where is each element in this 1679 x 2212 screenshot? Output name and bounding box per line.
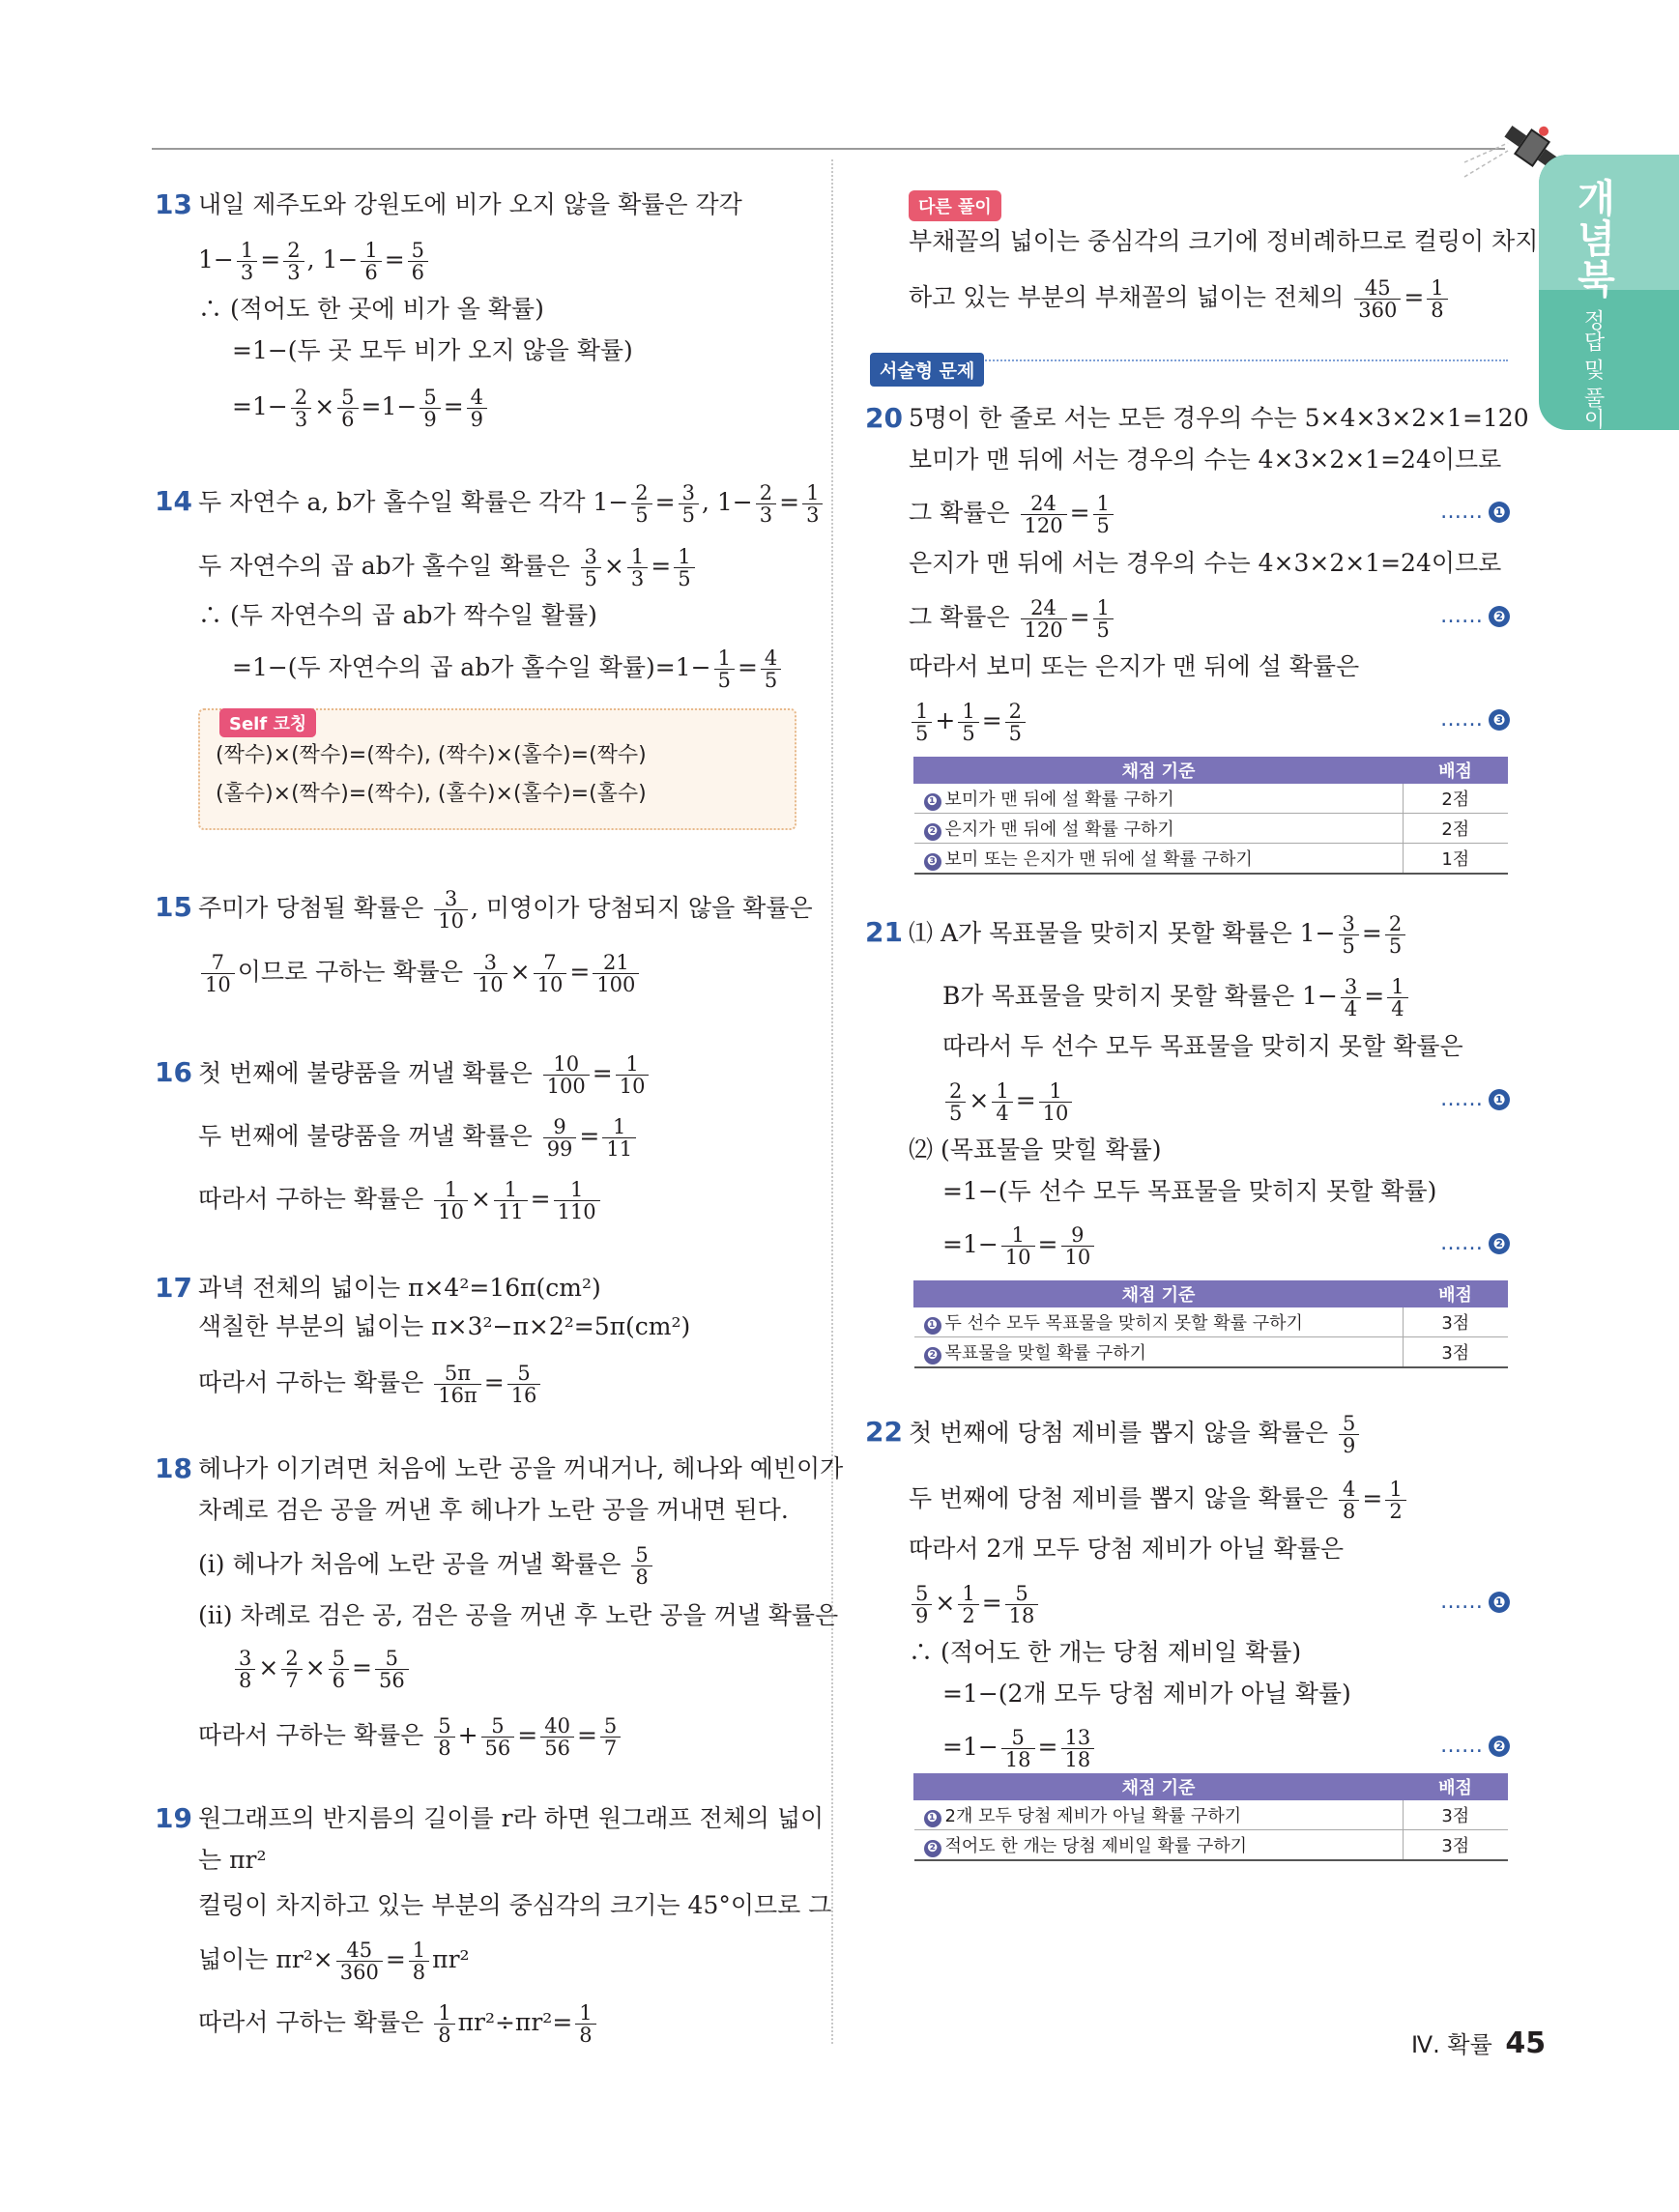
p20-line1: 5명이 한 줄로 서는 모든 경우의 수는 5×4×3×2×1=120	[909, 404, 1529, 432]
p19-line1: 원그래프의 반지름의 길이를 r라 하면 원그래프 전체의 넓이	[198, 1804, 825, 1832]
step-marker: …… ❶	[1440, 493, 1510, 531]
table-row: ❷ 적어도 한 개는 당첨 제비일 확률 구하기 3점	[914, 1830, 1508, 1861]
top-rule	[152, 148, 1505, 150]
table-row: ❶ 보미가 맨 뒤에 설 확률 구하기 2점	[914, 784, 1508, 814]
problem-number: 22	[865, 1416, 903, 1448]
self-coaching-tag: Self 코칭	[219, 708, 316, 737]
scoring-table: 채점 기준 배점 ❶ 2개 모두 당첨 제비가 아닐 확률 구하기 3점 ❷ 적어도 한 개는 당첨 제비일 확률 구하기 3점	[913, 1773, 1508, 1861]
p20-line7: $\frac{1}{5}$ + $\frac{1}{5}$ = $\frac{2}{5}$	[909, 701, 1028, 744]
scoring-table: 채점 기준 배점 ❶ 보미가 맨 뒤에 설 확률 구하기 2점 ❷ 은지가 맨 뒤에 설 확률 구하기 2점 ❸ 보미 또는 은지가 맨 뒤에 설 확률 구하기 1점	[913, 757, 1508, 875]
table-row: ❶ 두 선수 모두 목표물을 맞히지 못할 확률 구하기 3점	[914, 1307, 1508, 1337]
p20-line5: 그 확률은 $\frac{24}{120}$ = $\frac{1}{5}$	[909, 597, 1116, 641]
p19-line2: 는 πr²	[198, 1846, 267, 1874]
p22-line2: 두 번째에 당첨 제비를 뽑지 않을 확률은 $\frac{4}{8}$ = $\frac{1}{2}$	[909, 1479, 1409, 1522]
p18-line6: 따라서 구하는 확률은 $\frac{5}{8}$ + $\frac{5}{56}$ = $\frac{40}{56}$ = $\frac{5}{7}$	[198, 1715, 623, 1759]
p20-line4: 은지가 맨 뒤에 서는 경우의 수는 4×3×2×1=24이므로	[909, 549, 1502, 577]
p15-line2: $\frac{7}{10}$ 이므로 구하는 확률은 $\frac{3}{10}$ × $\frac{7}{10}$ = $\frac{21}{100}$	[198, 952, 642, 995]
p21-line5: ⑵ (목표물을 맞힐 확률)	[909, 1135, 1162, 1163]
p14-line4: =1−(두 자연수의 곱 ab가 홀수일 확률)=1− $\frac{1}{5}$ = $\frac{4}{5}$	[232, 647, 784, 691]
alt-line2: 하고 있는 부분의 부채꼴의 넓이는 전체의 $\frac{45}{360}$ = $\frac{1}{8}$	[909, 277, 1451, 321]
p18-line1: 헤나가 이기려면 처음에 노란 공을 꺼내거나, 헤나와 예빈이가	[198, 1454, 844, 1482]
scoring-table: 채점 기준 배점 ❶ 두 선수 모두 목표물을 맞히지 못할 확률 구하기 3점 ❷ 목표물을 맞힐 확률 구하기 3점	[913, 1280, 1508, 1368]
p19-line3: 컬링이 차지하고 있는 부분의 중심각의 크기는 45°이므로 그	[198, 1891, 832, 1919]
p13-line1: 내일 제주도와 강원도에 비가 오지 않을 확률은 각각	[198, 190, 742, 218]
alt-solution-tag: 다른 풀이	[909, 190, 1001, 221]
p15-line1: 주미가 당첨될 확률은 $\frac{3}{10}$ , 미영이가 당첨되지 않을 확률은	[198, 887, 813, 934]
p17-line3: 따라서 구하는 확률은 $\frac{5\pi}{16\pi}$ = $\frac{5}{16}$	[198, 1363, 543, 1406]
p21-line4: $\frac{2}{5}$ × $\frac{1}{4}$ = $\frac{1}{10}$	[942, 1080, 1075, 1124]
p19-line5: 따라서 구하는 확률은 $\frac{1}{8}$ πr²÷πr²= $\frac{1}{8}$	[198, 2002, 599, 2046]
step-marker: …… ❶	[1440, 1080, 1510, 1119]
chapter-label: Ⅳ. 확률	[1411, 2031, 1492, 2058]
p20-line6: 따라서 보미 또는 은지가 맨 뒤에 설 확률은	[909, 652, 1360, 680]
column-divider	[831, 159, 833, 2044]
p22-line4: $\frac{5}{9}$ × $\frac{1}{2}$ = $\frac{5}{18}$	[909, 1583, 1041, 1626]
p18-line3: (ⅰ) 헤나가 처음에 노란 공을 꺼낼 확률은 $\frac{5}{8}$	[198, 1544, 655, 1588]
p18-line5: $\frac{3}{8}$ × $\frac{2}{7}$ × $\frac{5}{6}$ = $\frac{5}{56}$	[232, 1648, 412, 1691]
p13-line4: =1−(두 곳 모두 비가 오지 않을 확률)	[232, 336, 633, 364]
coach-line2: (홀수)×(짝수)=(짝수), (홀수)×(홀수)=(홀수)	[216, 782, 647, 806]
p18-line4: (ⅱ) 차례로 검은 공, 검은 공을 꺼낸 후 노란 공을 꺼낼 확률은	[198, 1601, 839, 1629]
problem-number: 20	[865, 402, 903, 434]
p21-line6: =1−(두 선수 모두 목표물을 맞히지 못할 확률)	[942, 1177, 1437, 1205]
p14-line2: 두 자연수의 곱 ab가 홀수일 확률은 $\frac{3}{5}$ × $\frac{1}{3}$ = $\frac{1}{5}$	[198, 546, 698, 589]
p22-line3: 따라서 2개 모두 당첨 제비가 아닐 확률은	[909, 1535, 1344, 1563]
p13-line5: =1− $\frac{2}{3}$ × $\frac{5}{6}$ =1− $\frac{5}{9}$ = $\frac{4}{9}$	[232, 387, 490, 430]
problem-number: 16	[155, 1056, 192, 1088]
side-tab	[1539, 155, 1679, 430]
side-tab-subtitle: 정답 및 풀이	[1580, 309, 1605, 429]
p16-line3: 따라서 구하는 확률은 $\frac{1}{10}$ × $\frac{1}{11}$ = $\frac{1}{110}$	[198, 1179, 603, 1222]
essay-tag: 서술형 문제	[870, 353, 984, 387]
p21-line1: ⑴ A가 목표물을 맞히지 못할 확률은 1− $\frac{3}{5}$ = $\frac{2}{5}$	[909, 913, 1408, 957]
table-row: ❷ 은지가 맨 뒤에 설 확률 구하기 2점	[914, 814, 1508, 844]
table-row: ❶ 2개 모두 당첨 제비가 아닐 확률 구하기 3점	[914, 1800, 1508, 1830]
step-marker: …… ❷	[1440, 1727, 1510, 1766]
p22-line7: =1− $\frac{5}{18}$ = $\frac{13}{18}$	[942, 1727, 1097, 1770]
step-marker: …… ❸	[1440, 701, 1510, 739]
problem-number: 21	[865, 916, 903, 948]
p18-line2: 차례로 검은 공을 꺼낸 후 헤나가 노란 공을 꺼내면 된다.	[198, 1496, 789, 1524]
p21-line7: =1− $\frac{1}{10}$ = $\frac{9}{10}$	[942, 1224, 1097, 1268]
p13-line2: 1− $\frac{1}{3}$ = $\frac{2}{3}$ , 1− $\frac{1}{6}$ = $\frac{5}{6}$	[198, 240, 431, 283]
step-marker: …… ❷	[1440, 597, 1510, 636]
problem-number: 17	[155, 1272, 192, 1304]
p14-line3: ∴ (두 자연수의 곱 ab가 짝수일 활률)	[198, 601, 597, 629]
page-number: 45	[1505, 2026, 1547, 2060]
p22-line1: 첫 번째에 당첨 제비를 뽑지 않을 확률은 $\frac{5}{9}$	[909, 1413, 1362, 1456]
p20-line3: 그 확률은 $\frac{24}{120}$ = $\frac{1}{5}$	[909, 493, 1116, 536]
p21-line3: 따라서 두 선수 모두 목표물을 맞히지 못할 확률은	[942, 1032, 1463, 1060]
step-marker: …… ❶	[1440, 1583, 1510, 1622]
p16-line1: 첫 번째에 불량품을 꺼낼 확률은 $\frac{10}{100}$ = $\frac{1}{10}$	[198, 1053, 651, 1097]
table-row: ❸ 보미 또는 은지가 맨 뒤에 설 확률 구하기 1점	[914, 844, 1508, 875]
p16-line2: 두 번째에 불량품을 꺼낼 확률은 $\frac{9}{99}$ = $\frac{1}{11}$	[198, 1116, 639, 1160]
side-tab-title: 개념북	[1571, 178, 1615, 300]
problem-number: 13	[155, 188, 192, 220]
page-footer	[1411, 2025, 1546, 2060]
p17-line2: 색칠한 부분의 넓이는 π×3²−π×2²=5π(cm²)	[198, 1312, 691, 1340]
p17-line1: 과녁 전체의 넓이는 π×4²=16π(cm²)	[198, 1274, 601, 1302]
p20-line2: 보미가 맨 뒤에 서는 경우의 수는 4×3×2×1=24이므로	[909, 445, 1502, 474]
p14-line1: 두 자연수 a, b가 홀수일 확률은 각각 1− $\frac{2}{5}$ = $\frac{3}{5}$ , 1− $\frac{2}{3}$ = $\frac{1}{3}$	[198, 482, 825, 526]
table-row: ❷ 목표물을 맞힐 확률 구하기 3점	[914, 1337, 1508, 1368]
problem-number: 18	[155, 1452, 192, 1484]
p22-line5: ∴ (적어도 한 개는 당첨 제비일 확률)	[909, 1638, 1302, 1666]
p21-line2: B가 목표물을 맞히지 못할 확률은 1− $\frac{3}{4}$ = $\frac{1}{4}$	[942, 976, 1411, 1020]
problem-number: 14	[155, 485, 192, 517]
problem-number: 15	[155, 891, 192, 923]
coach-line1: (짝수)×(짝수)=(짝수), (짝수)×(홀수)=(짝수)	[216, 743, 647, 767]
p19-line4: 넓이는 πr²× $\frac{45}{360}$ = $\frac{1}{8}$ πr²	[198, 1939, 470, 1985]
p22-line6: =1−(2개 모두 당첨 제비가 아닐 확률)	[942, 1680, 1351, 1708]
step-marker: …… ❷	[1440, 1224, 1510, 1263]
problem-number: 19	[155, 1802, 192, 1834]
alt-line1: 부채꼴의 넓이는 중심각의 크기에 정비례하므로 컬링이 차지	[909, 227, 1539, 255]
p13-line3: ∴ (적어도 한 곳에 비가 올 확률)	[198, 295, 544, 323]
